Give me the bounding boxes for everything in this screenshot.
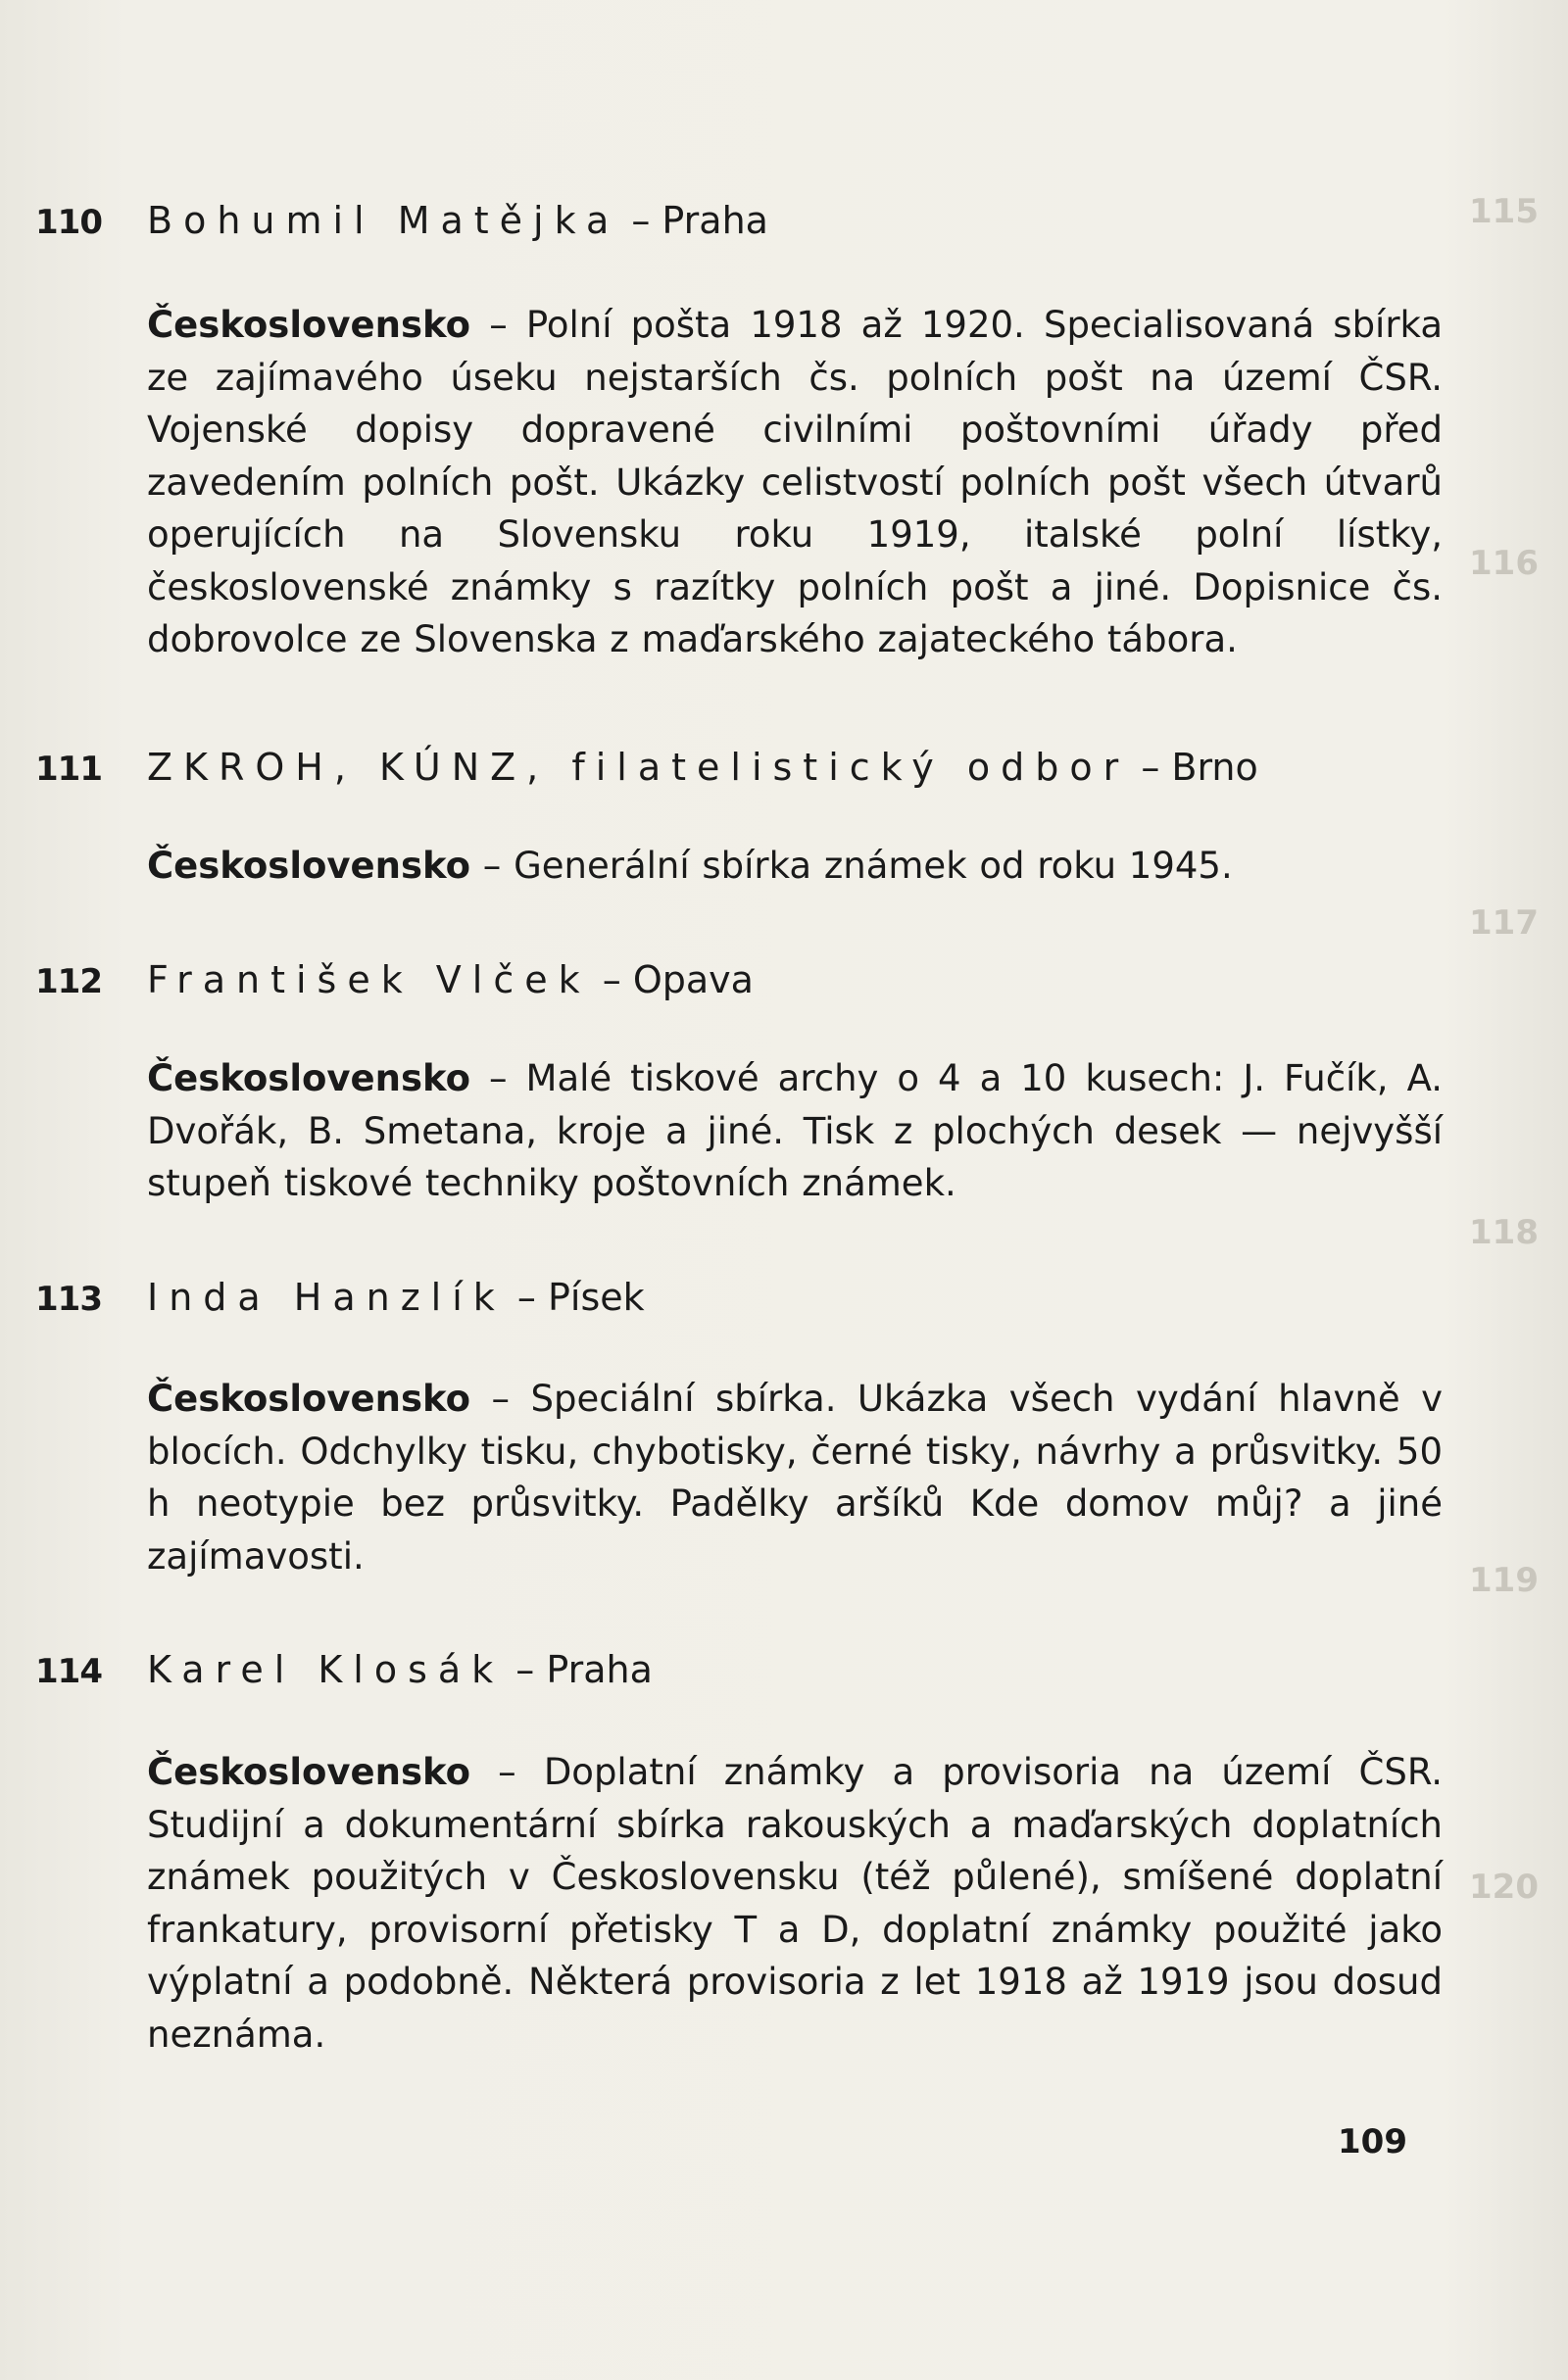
country-label: Československo (147, 845, 471, 887)
bleed-number: 118 (1469, 1213, 1539, 1252)
owner-city: Praha (662, 199, 768, 242)
page-number: 109 (1338, 2122, 1407, 2161)
owner-name: ZKROH, KÚNZ, filatelistický odbor (147, 746, 1130, 789)
entry-owner: František Vlček – Opava (147, 958, 754, 1001)
entry-number: 112 (35, 962, 102, 1001)
entry-description: Československo – Polní pošta 1918 až 1920. Specialisovaná sbírka ze zajímavého úseku nejstarších čs. polních pošt na území ČSR. Vojenské dopisy dopravené civilními poštovními úřady před zavedením polních pošt. Ukázky celistvostí polních pošt všech útvarů operujících na Slovensku roku 1919, italské polní lístky, československé známky s razítky polních pošt a jiné. Dopisnice čs. dobrovolce ze Slovenska z maďarského zajateckého tábora. (147, 304, 1444, 660)
entry-number: 113 (35, 1280, 102, 1319)
country-label: Československo (147, 1057, 471, 1099)
entry-description: Československo – Generální sbírka známek od roku 1945. (147, 845, 1233, 887)
entry-number: 114 (35, 1652, 102, 1691)
owner-city: Opava (632, 958, 754, 1001)
owner-city: Praha (546, 1648, 653, 1691)
entry-owner: ZKROH, KÚNZ, filatelistický odbor – Brno (147, 746, 1258, 789)
owner-city: Brno (1171, 746, 1258, 789)
owner-name: Karel Klosák (147, 1648, 505, 1691)
description-text: Generální sbírka známek od roku 1945. (514, 845, 1233, 887)
entry-number: 111 (35, 750, 102, 789)
owner-name: František Vlček (147, 958, 591, 1001)
description-text: Speciální sbírka. Ukázka všech vydání hlavně v blocích. Odchylky tisku, chybotisky, černé tisky, návrhy a průsvitky. 50 h neotypie bez průsvitky. Padělky aršíků Kde domov můj? a jiné zajímavosti. (147, 1378, 1443, 1578)
owner-name: Inda Hanzlík (147, 1276, 506, 1319)
description-text: Doplatní známky a provisoria na území ČSR. Studijní a dokumentární sbírka rakouských a maďarských doplatních známek použitých v Československu (též půlené), smíšené doplatní frankatury, provisorní přetisky T a D, doplatní známky použité jako výplatní a podobně. Některá provisoria z let 1918 až 1919 jsou dosud neznáma. (147, 1751, 1443, 2056)
bleed-number: 115 (1469, 192, 1539, 231)
owner-name: Bohumil Matějka (147, 199, 620, 242)
entry-owner: Inda Hanzlík – Písek (147, 1276, 645, 1319)
entry-description: Československo – Speciální sbírka. Ukázka všech vydání hlavně v blocích. Odchylky tisku, chybotisky, černé tisky, návrhy a průsvitky. 50 h neotypie bez průsvitky. Padělky aršíků Kde domov můj? a jiné zajímavosti. (147, 1378, 1443, 1578)
entry-number: 110 (35, 203, 102, 242)
entry-description: Československo – Doplatní známky a provisoria na území ČSR. Studijní a dokumentární sbírka rakouských a maďarských doplatních známek použitých v Československu (též půlené), smíšené doplatní frankatury, provisorní přetisky T a D, doplatní známky použité jako výplatní a podobně. Některá provisoria z let 1918 až 1919 jsou dosud neznáma. (147, 1751, 1443, 2056)
bleed-number: 120 (1469, 1868, 1539, 1907)
entry-description: Československo – Malé tiskové archy o 4 a 10 kusech: J. Fučík, A. Dvořák, B. Smetana, kroje a jiné. Tisk z plochých desek — nejvyšší stupeň tiskové techniky poštovních známek. (147, 1057, 1443, 1204)
country-label: Československo (147, 1378, 471, 1420)
entry-owner: Bohumil Matějka – Praha (147, 199, 768, 242)
bleed-number: 119 (1469, 1561, 1539, 1600)
country-label: Československo (147, 1751, 471, 1793)
description-text: Malé tiskové archy o 4 a 10 kusech: J. Fučík, A. Dvořák, B. Smetana, kroje a jiné. Tisk z plochých desek — nejvyšší stupeň tiskové techniky poštovních známek. (147, 1057, 1443, 1204)
bleed-number: 116 (1469, 544, 1539, 583)
bleed-number: 117 (1469, 903, 1539, 943)
entry-owner: Karel Klosák – Praha (147, 1648, 653, 1691)
description-text: Polní pošta 1918 až 1920. Specialisovaná sbírka ze zajímavého úseku nejstarších čs. polních pošt na území ČSR. Vojenské dopisy dopravené civilními poštovními úřady před zavedením polních pošt. Ukázky celistvostí polních pošt všech útvarů operujících na Slovensku roku 1919, italské polní lístky, československé známky s razítky polních pošt a jiné. Dopisnice čs. dobrovolce ze Slovenska z maďarského zajateckého tábora. (147, 304, 1444, 660)
owner-city: Písek (547, 1276, 645, 1319)
country-label: Československo (147, 304, 471, 346)
